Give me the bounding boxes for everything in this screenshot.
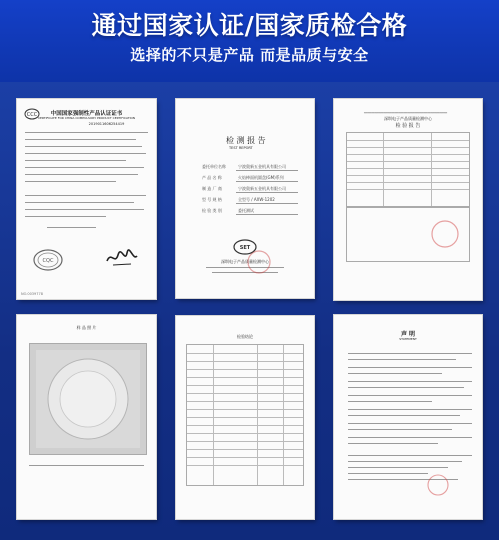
field-label-product: 产 品 名 称 <box>202 175 222 180</box>
test-report-cover <box>176 99 314 298</box>
field-value-client: 宁波奥新五金机具有限公司 <box>238 164 286 169</box>
red-stamp-icon <box>430 219 460 249</box>
field-label-client: 委托单位名称 <box>202 164 226 169</box>
field-label-category: 检 验 类 别 <box>202 208 222 213</box>
documents-panel <box>0 82 499 540</box>
certification-seal-icon <box>33 249 63 271</box>
report-title-en: TEST REPORT <box>229 146 253 150</box>
certificate-title-en: CERTIFICATE FOR CHINA COMPULSORY PRODUCT CERTIFICATION <box>37 116 136 120</box>
svg-text:SET: SET <box>239 245 251 251</box>
statement-page <box>334 315 482 519</box>
certificate-serial: NO.0039778 <box>21 292 43 296</box>
report-lab-heading: 深圳电子产品质量检测中心 <box>384 116 432 121</box>
ccc-certificate <box>17 99 156 299</box>
statement-title-en: STATEMENT <box>399 337 417 341</box>
disc-product-icon <box>30 344 146 454</box>
report-table <box>346 132 470 208</box>
signature-icon <box>105 247 139 269</box>
statement-title: 声 明 <box>400 331 416 338</box>
sample-photo-title: 样 品 照 片 <box>76 325 97 330</box>
certificate-title: 中国国家强制性产品认证证书 <box>50 111 123 117</box>
test-report-page: ━━━━━━━━━━━━━━━━━━━━━━━━━━━━━━━━━━━━━━━━━━━━━━ 深圳电子产品质量检测中心 检 验 报 告 <box>334 99 482 300</box>
field-value-model: 全型号 / AXW-1202 <box>238 197 275 202</box>
summary-table <box>186 344 304 486</box>
svg-text:CQC: CQC <box>42 258 54 264</box>
field-label-manufacturer: 制 造 厂 商 <box>202 186 222 191</box>
red-stamp-icon <box>246 249 272 275</box>
summary-title: 检验结论 <box>237 334 253 339</box>
report-body-title: 检 验 报 告 <box>395 123 421 129</box>
red-stamp-icon <box>426 473 450 497</box>
sample-photo <box>29 343 147 455</box>
field-value-product: 火焰棒面机圆盘(GM)系列 <box>238 175 284 180</box>
field-value-category: 委托测试 <box>238 208 254 213</box>
test-summary-page <box>176 316 314 519</box>
field-value-manufacturer: 宁波奥新五金机具有限公司 <box>238 186 286 191</box>
header-banner <box>0 0 499 82</box>
certificate-number: 2019011606254419 <box>88 122 125 126</box>
banner-subtitle: 选择的不只是产品 而是品质与安全 <box>130 46 369 64</box>
lab-name: 深圳电子产品质量检测中心 <box>221 259 269 264</box>
banner-title: 通过国家认证/国家质检合格 <box>91 11 408 40</box>
svg-text:CCC: CCC <box>26 112 38 118</box>
report-title: 检 测 报 告 <box>226 136 266 145</box>
sample-photo-page <box>17 315 156 519</box>
field-label-model: 型 号 规 格 <box>202 197 222 202</box>
